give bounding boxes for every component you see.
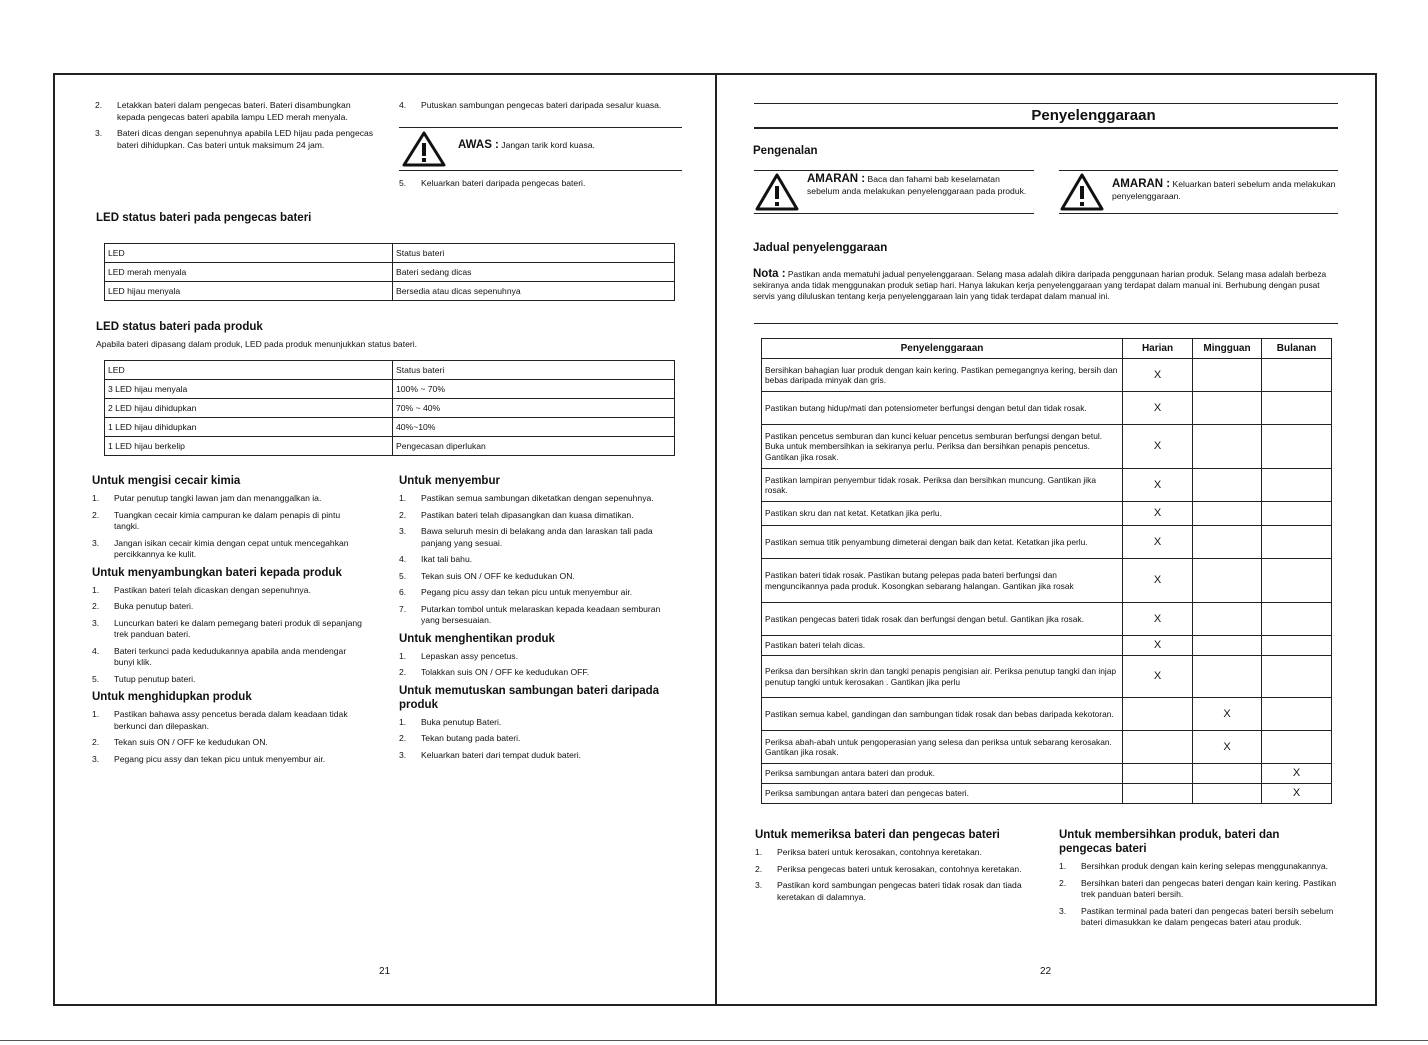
list-item: 5. Tekan suis ON / OFF ke kedudukan ON.	[399, 570, 575, 581]
charger-led-table	[104, 243, 675, 301]
schedule-heading: Jadual penyelenggaraan	[753, 242, 888, 254]
warning-icon	[755, 173, 799, 211]
section-title: Untuk menyambungkan bateri kepada produk	[92, 566, 342, 579]
list-item: 5. Keluarkan bateri daripada pengecas bateri.	[399, 178, 586, 188]
table-row: LED merah menyala Bateri sedang dicas	[105, 263, 675, 282]
table-row: Pastikan semua kabel, gandingan dan sambungan tidak rosak dan bebas daripada kekotoran. X	[762, 698, 1332, 731]
product-led-intro: Apabila bateri dipasang dalam produk, LED pada produk menunjukkan status bateri.	[96, 339, 418, 349]
amaran-text: Keluarkan bateri sebelum anda melakukan penyelenggaraan.	[1112, 179, 1336, 201]
list-item: 1. Buka penutup Bateri.	[399, 716, 502, 727]
section-title: Untuk membersihkan produk, bateri dan pengecas bateri	[1059, 829, 1280, 855]
list-item: 4. Ikat tali bahu.	[399, 554, 473, 564]
list-item: 5. Tutup penutup bateri.	[92, 673, 196, 684]
charger-led-title: LED status bateri pada pengecas bateri	[96, 212, 312, 224]
bottom-rule	[0, 1040, 1428, 1041]
list-item: 1. Pastikan semua sambungan diketatkan dengan sepenuhnya.	[399, 493, 654, 503]
list-item: 2. Buka penutup bateri.	[92, 601, 194, 611]
page-number-left: 21	[379, 966, 391, 977]
table-row: LED hijau menyala Bersedia atau dicas sepenuhnya	[105, 282, 675, 301]
section-title: Untuk menghentikan produk	[399, 632, 555, 645]
table-row: 3 LED hijau menyala 100% ~ 70%	[105, 380, 675, 399]
list-item: 4. Bateri terkunci pada kedudukannya apabila anda mendengar bunyi klik.	[92, 645, 347, 667]
list-item: 1. Pastikan bahawa assy pencetus berada dalam keadaan tidak berkunci dan dilepaskan.	[92, 709, 348, 731]
table-row: Periksa sambungan antara bateri dan pengecas bateri. X	[762, 784, 1332, 804]
table-header-row: Penyelenggaraan Harian Mingguan Bulanan	[762, 339, 1332, 359]
product-led-table	[104, 360, 675, 456]
list-item: 1. Putar penutup tangki lawan jam dan menanggalkan ia.	[92, 493, 322, 503]
table-row: Periksa dan bersihkan skrin dan tangki penapis pengisian air. Periksa penutup tangki dan injap penutup tangki untuk kerosakan . Gantikan jika perlu X	[762, 656, 1332, 698]
list-item: 7. Putarkan tombol untuk melaraskan kepada keadaan semburan yang bersesuaian.	[399, 603, 661, 625]
note-bottom-rule	[754, 323, 1338, 324]
warn1-top-rule	[754, 170, 1034, 171]
amaran-label: AMARAN :	[1112, 178, 1171, 190]
page-title: Penyelenggaraan	[1031, 107, 1156, 124]
note-paragraph: Nota : Pastikan anda mematuhi jadual penyelenggaraan. Selang masa adalah dikira daripada penggunaan harian produk. Selang masa adalah berbeza sekiranya anda tidak menggunakan produk setiap hari. Hanya lakukan kerja penyelenggaraan yang terdapat dalam manual ini. Berhubung dengan pusat servis yang diluluskan tentang kerja penyelenggaraan lain yang tidak terdapat dalam manual ini.	[753, 268, 1327, 301]
list-item: 3. Pegang picu assy dan tekan picu untuk menyembur air.	[92, 753, 326, 764]
table-row: Pastikan semua titik penyambung dimeterai dengan baik dan ketat. Ketatkan jika perlu. X	[762, 526, 1332, 559]
table-row: Pastikan bateri tidak rosak. Pastikan butang pelepas pada bateri berfungsi dan menguncikannya pada produk. Kosongkan sebarang halangan. Gantikan jika rosak X	[762, 559, 1332, 603]
table-row: Pastikan bateri telah dicas. X	[762, 636, 1332, 656]
maintenance-table	[761, 338, 1332, 804]
warning-icon	[402, 131, 446, 167]
table-row: Bersihkan bahagian luar produk dengan kain kering. Pastikan pemegangnya kering, bersih dan bebas daripada minyak dan gris. X	[762, 359, 1332, 392]
page-number-right: 22	[1040, 966, 1052, 977]
product-led-title: LED status bateri pada produk	[96, 321, 263, 333]
left-sections-col2	[399, 474, 681, 766]
warn2-top-rule	[1059, 170, 1338, 171]
awas-label: AWAS :	[458, 139, 499, 151]
list-item: 2. Periksa pengecas bateri untuk kerosakan, contohnya keretakan.	[755, 863, 1022, 874]
warn1-bottom-rule	[754, 213, 1034, 214]
title-bottom-rule	[754, 127, 1338, 129]
table-row: 1 LED hijau dihidupkan 40%~10%	[105, 418, 675, 437]
page-divider	[715, 73, 717, 1006]
list-item: 3. Pastikan kord sambungan pengecas bateri tidak rosak dan tiada keretakan di dalamnya.	[755, 880, 1022, 902]
amaran-label: AMARAN :	[807, 173, 866, 185]
table-row: Periksa sambungan antara bateri dan produk. X	[762, 764, 1332, 784]
table-row: Pastikan lampiran penyembur tidak rosak. Periksa dan bersihkan muncung. Gantikan jika rosak. X	[762, 469, 1332, 502]
list-item: 3. Luncurkan bateri ke dalam pemegang bateri produk di sepanjang trek panduan bateri.	[92, 617, 362, 639]
table-row: Pastikan butang hidup/mati dan potensiometer berfungsi dengan betul dan tidak rosak. X	[762, 392, 1332, 425]
list-item: 3. Keluarkan bateri dari tempat duduk bateri.	[399, 749, 582, 760]
section-title: Untuk mengisi cecair kimia	[92, 475, 241, 487]
list-item: 2. Tekan butang pada bateri.	[399, 733, 521, 743]
awas-bottom-rule	[399, 170, 682, 171]
warn2-bottom-rule	[1059, 213, 1338, 214]
left-steps-col2	[399, 100, 681, 117]
table-row: 1 LED hijau berkelip Pengecasan diperlukan	[105, 437, 675, 456]
list-item: 1. Lepaskan assy pencetus.	[399, 650, 518, 661]
amaran-text: Baca dan fahami bab keselamatan sebelum anda melakukan penyelenggaraan pada produk.	[807, 174, 1027, 196]
list-item: 1. Pastikan bateri telah dicaskan dengan sepenuhnya.	[92, 584, 311, 595]
list-item: 3. Bateri dicas dengan sepenuhnya apabila LED hijau pada pengecas bateri dihidupkan. Cas bateri untuk maksimum 24 jam.	[95, 128, 374, 150]
awas-top-rule	[399, 127, 682, 128]
list-item: 2. Letakkan bateri dalam pengecas bateri. Bateri disambungkan kepada pengecas bateri apabila lampu LED merah menyala.	[95, 100, 351, 122]
awas-text: Jangan tarik kord kuasa.	[501, 140, 595, 150]
awas-warning	[402, 131, 682, 167]
amaran-warning-1	[755, 173, 1035, 213]
check-battery-section	[755, 828, 1025, 908]
table-row: Periksa abah-abah untuk pengoperasian yang selesa dan periksa untuk sebarang kerosakan. Gantikan jika rosak. X	[762, 731, 1332, 764]
left-sections-col1	[92, 474, 367, 770]
list-item: 3. Bawa seluruh mesin di belakang anda dan laraskan tali pada panjang yang sesuai.	[399, 526, 653, 548]
list-item: 3. Jangan isikan cecair kimia dengan cepat untuk mencegahkan percikkannya ke kulit.	[92, 537, 349, 559]
list-item: 1. Bersihkan produk dengan kain kering selepas menggunakannya.	[1059, 861, 1328, 871]
table-row: LED Status bateri	[105, 244, 675, 263]
table-row: Pastikan skru dan nat ketat. Ketatkan jika perlu. X	[762, 502, 1332, 526]
left-step5	[399, 178, 681, 195]
section-title: Untuk memutuskan sambungan bateri daripada produk	[399, 684, 660, 711]
list-item: 2. Tolakkan suis ON / OFF ke kedudukan OFF.	[399, 667, 590, 677]
table-row: LED Status bateri	[105, 361, 675, 380]
warning-icon	[1060, 173, 1104, 211]
list-item: 2. Pastikan bateri telah dipasangkan dan kuasa dimatikan.	[399, 509, 634, 520]
section-title: Untuk menghidupkan produk	[92, 691, 252, 703]
list-item: 6. Pegang picu assy dan tekan picu untuk menyembur air.	[399, 587, 633, 597]
list-item: 3. Pastikan terminal pada bateri dan pengecas bateri bersih sebelum bateri dimasukkan ke dalam pengecas bateri atau produk.	[1059, 905, 1334, 927]
list-item: 2. Bersihkan bateri dan pengecas bateri dengan kain kering. Pastikan trek panduan bateri bersih.	[1059, 877, 1337, 899]
section-title: Untuk menyembur	[399, 475, 500, 487]
list-item: 1. Periksa bateri untuk kerosakan, contohnya keretakan.	[755, 847, 982, 857]
list-item: 2. Tuangkan cecair kimia campuran ke dalam penapis di pintu tangki.	[92, 509, 341, 531]
table-row: Pastikan pengecas bateri tidak rosak dan berfungsi dengan betul. Gantikan jika rosak. X	[762, 603, 1332, 636]
table-row: 2 LED hijau dihidupkan 70% ~ 40%	[105, 399, 675, 418]
left-steps-col1	[95, 100, 375, 156]
list-item: 4. Putuskan sambungan pengecas bateri daripada sesalur kuasa.	[399, 100, 662, 110]
section-title: Untuk memeriksa bateri dan pengecas bateri	[755, 829, 1000, 841]
list-item: 2. Tekan suis ON / OFF ke kedudukan ON.	[92, 737, 268, 747]
intro-heading: Pengenalan	[753, 145, 818, 157]
clean-section	[1059, 828, 1339, 934]
title-top-rule	[754, 103, 1338, 104]
table-row: Pastikan pencetus semburan dan kunci keluar pencetus semburan berfungsi dengan betul. Buka untuk membersihkan ia sekiranya perlu. Periksa dan bersihkan penapis pencetus. Gantikan jika rosak. X	[762, 425, 1332, 469]
amaran-warning-2	[1060, 173, 1338, 213]
